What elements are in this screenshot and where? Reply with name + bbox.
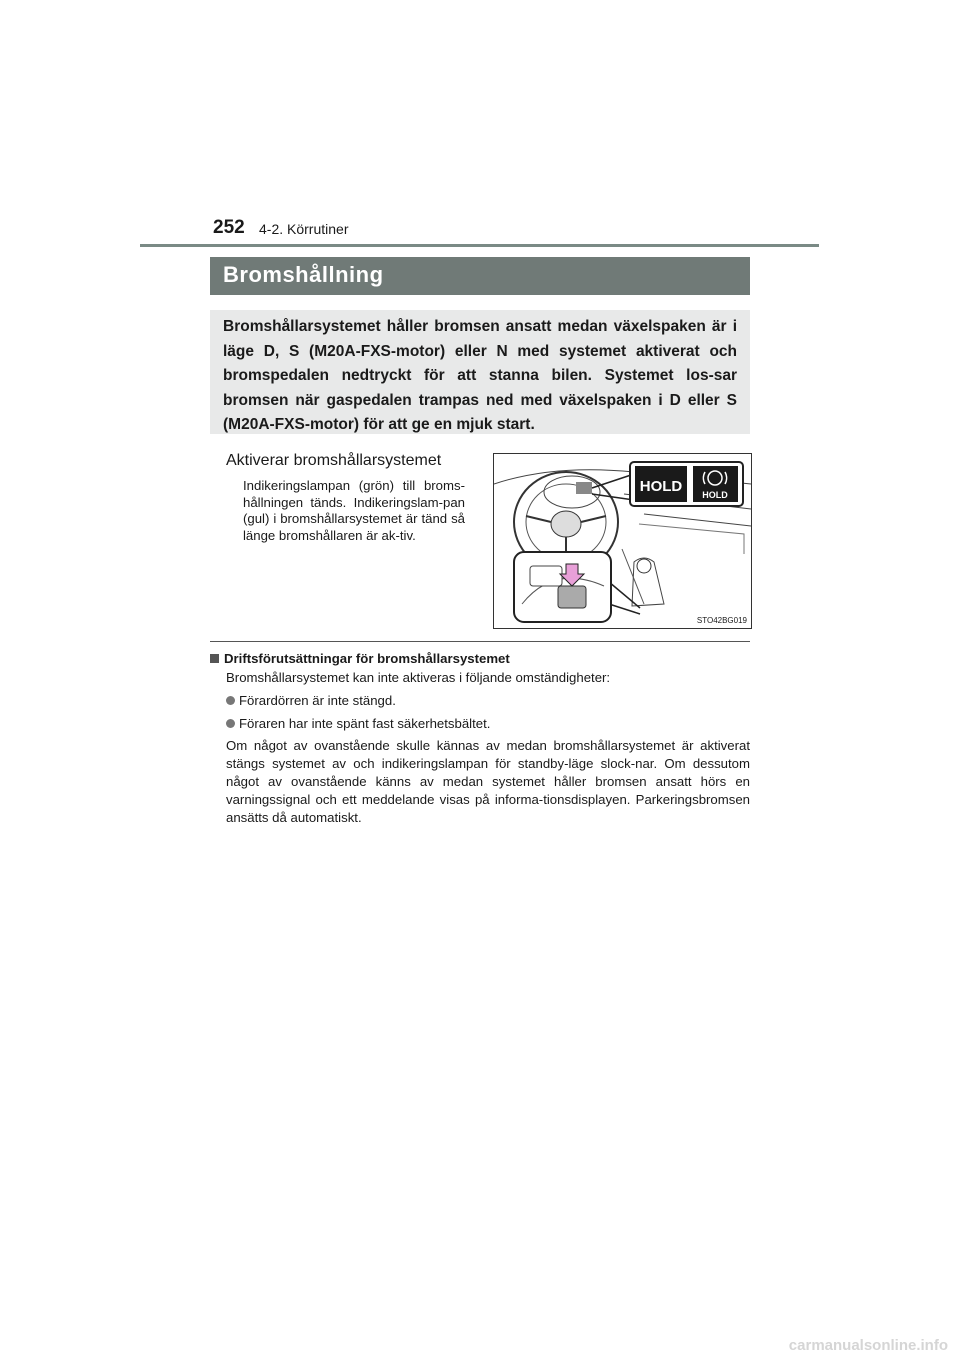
intro-text: Bromshållarsystemet håller bromsen ansatt medan växelspaken är i läge D, S (M20A-FXS-motor) eller N med systemet aktiverat och bromspedalen nedtryckt för att stanna bilen. Systemet los-sar bromsen när gaspedalen trampas ned med växelspaken i D eller S (M20A-FXS-motor) för att ge en mjuk start. — [223, 318, 737, 433]
conditions-lead: Bromshållarsystemet kan inte aktiveras i följande omständigheter: — [226, 670, 611, 685]
chapter-title: 4-2. Körrutiner — [259, 221, 349, 237]
dashboard-illustration — [493, 453, 752, 629]
separator-rule — [210, 641, 750, 642]
intro-box — [210, 310, 750, 434]
page-number: 252 — [213, 217, 245, 238]
list-item — [210, 691, 750, 710]
hold-brake-indicator-text: HOLD — [702, 490, 728, 500]
section-title-bar — [210, 257, 750, 295]
list-item — [210, 714, 750, 733]
conditions-section — [210, 649, 750, 827]
step-heading: Aktiverar bromshållarsystemet — [226, 452, 442, 469]
conditions-heading-text: Driftsförutsättningar för bromshållarsystemet — [224, 651, 510, 666]
list-item-text: Föraren har inte spänt fast säkerhetsbältet. — [239, 716, 491, 731]
watermark: carmanualsonline.info — [788, 1337, 948, 1354]
header-rule — [140, 244, 819, 247]
circle-bullet-icon — [226, 719, 235, 728]
hold-indicator-text: HOLD — [639, 478, 683, 495]
list-item-text: Förardörren är inte stängd. — [239, 693, 396, 708]
section-title: Bromshållning — [223, 262, 384, 287]
conditions-paragraph: Om något av ovanstående skulle kännas av medan bromshållarsystemet är aktiverat stängs systemet av och indikeringslampan för standby-läge slock-nar. Om dessutom något av ovanstående känns av medan systemet håller bromsen ansatt hörs en varningssignal och ett meddelande visas på informa-tionsdisplayen. Parkeringsbromsen ansätts då automatiskt. — [226, 738, 750, 825]
square-bullet-icon — [210, 654, 219, 663]
dashboard-drawing — [494, 454, 751, 628]
conditions-heading — [210, 649, 750, 668]
circle-bullet-icon — [226, 696, 235, 705]
step-body: Indikeringslampan (grön) till broms-hållningen tänds. Indikeringslam-pan (gul) i bromshållarsystemet är tänd så länge bromshållaren är ak-tiv. — [243, 478, 465, 543]
figure-code: STO42BG019 — [696, 616, 747, 625]
